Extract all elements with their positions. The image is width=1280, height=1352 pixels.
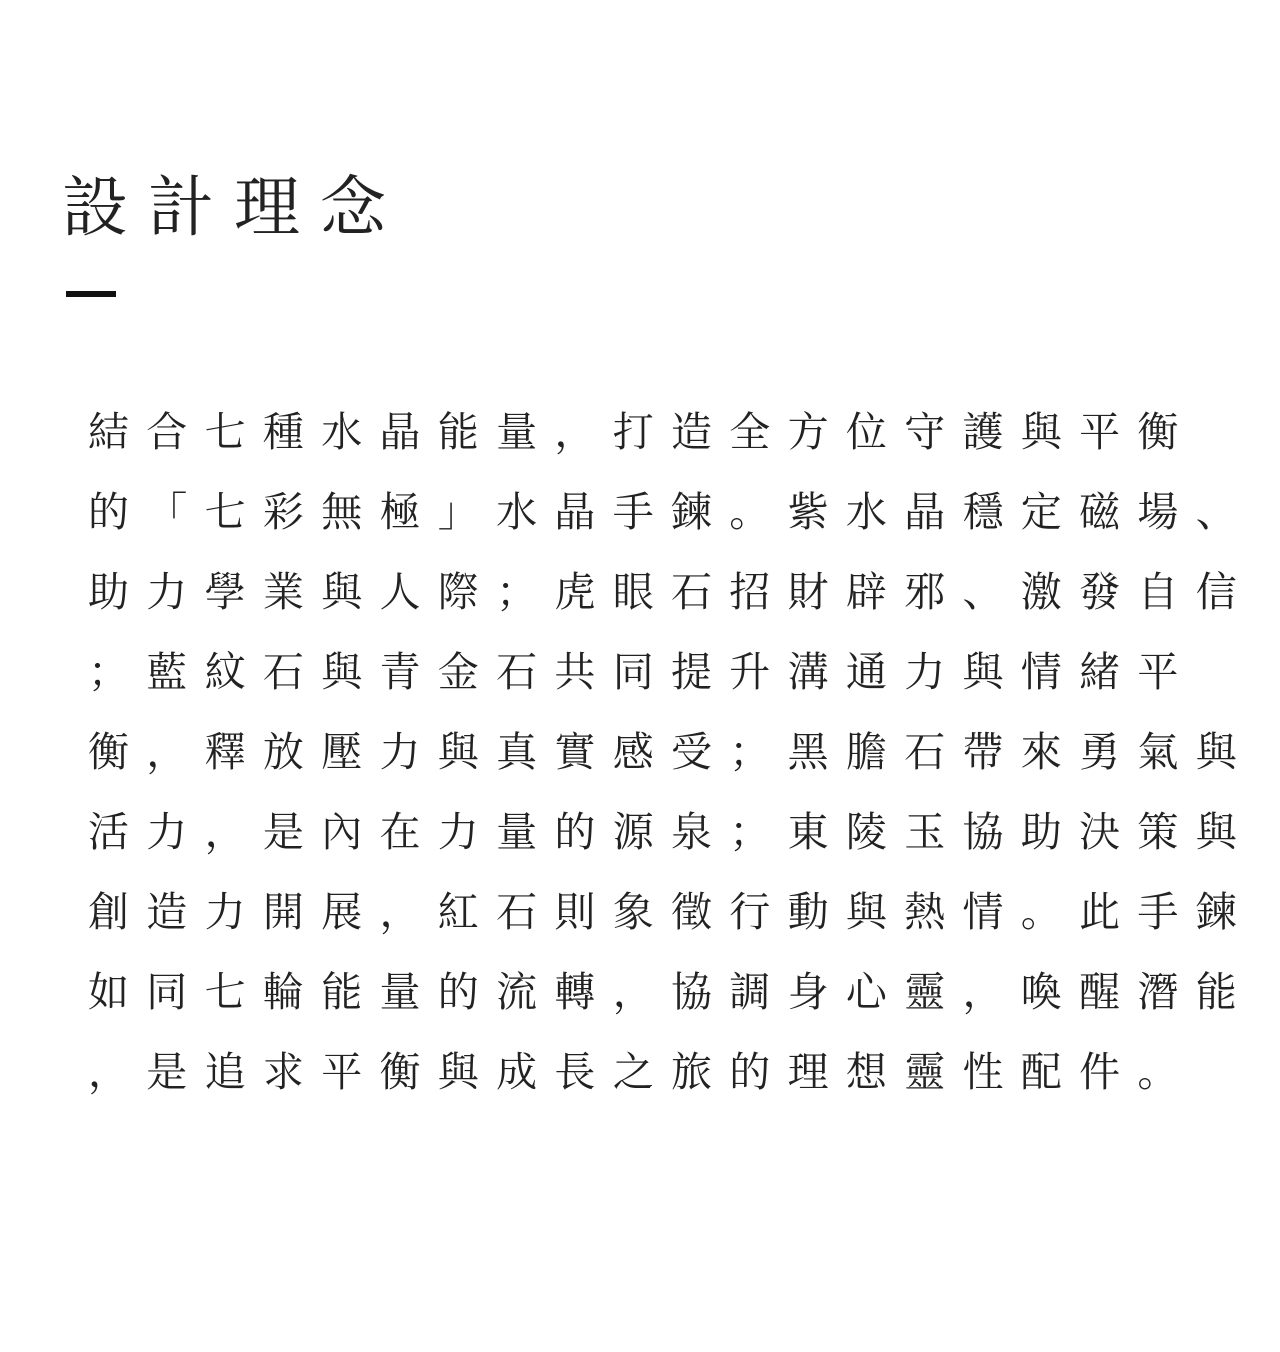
paragraph-line: 活力，是內在力量的源泉；東陵玉協助決策與	[88, 808, 1254, 856]
paragraph-line: 的「七彩無極」水晶手鍊。紫水晶穩定磁場、	[88, 488, 1254, 536]
title-divider	[66, 291, 116, 297]
paragraph-line: 結合七種水晶能量，打造全方位守護與平衡	[88, 408, 1196, 456]
paragraph-line: 如同七輪能量的流轉，協調身心靈，喚醒潛能	[88, 968, 1254, 1016]
paragraph-line: 創造力開展，紅石則象徵行動與熱情。此手鍊	[88, 888, 1254, 936]
paragraph-line: ，是追求平衡與成長之旅的理想靈性配件。	[88, 1048, 1196, 1096]
paragraph-line: 助力學業與人際；虎眼石招財辟邪、激發自信	[88, 568, 1254, 616]
page-title: 設計理念	[62, 169, 406, 246]
description-paragraph	[88, 392, 1254, 1112]
paragraph-line: ；藍紋石與青金石共同提升溝通力與情緒平	[88, 648, 1196, 696]
paragraph-line: 衡，釋放壓力與真實感受；黑膽石帶來勇氣與	[88, 728, 1254, 776]
